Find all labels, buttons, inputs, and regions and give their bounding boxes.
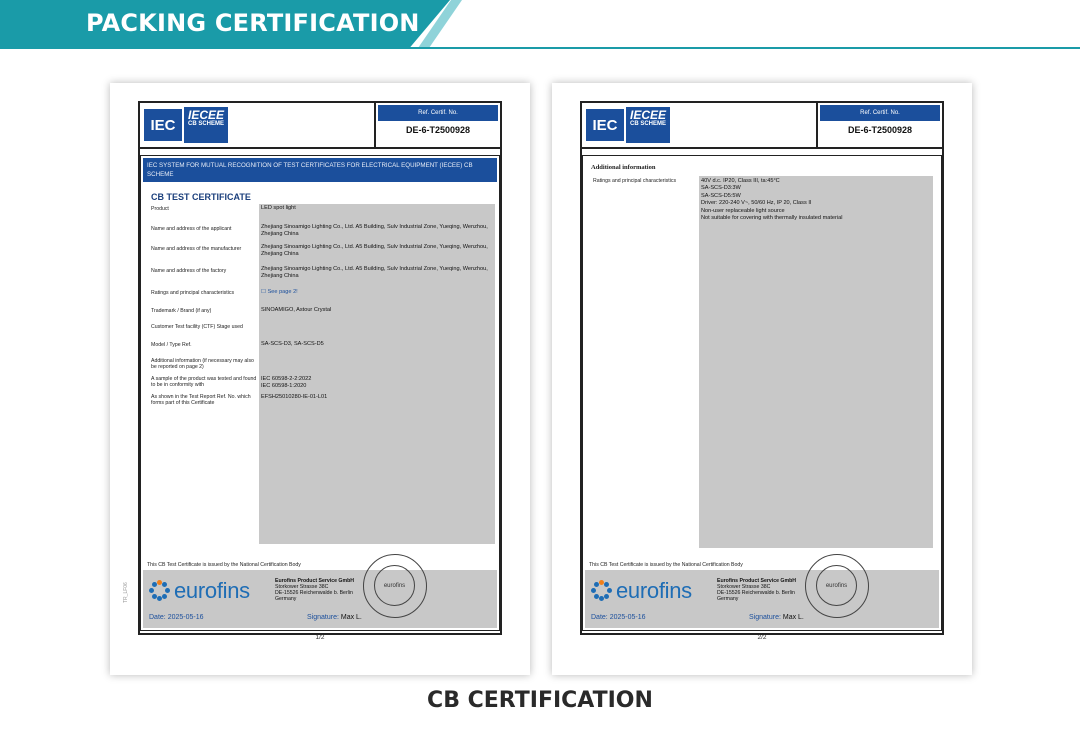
footer-note: This CB Test Certificate is issued by the National Certification Body: [589, 562, 743, 568]
row-label: Trademark / Brand (if any): [151, 308, 212, 314]
row-value: Zhejiang Sinoamigo Lighting Co., Ltd. A5 Building, Sulv Industrial Zone, Yueqing, Wenzhou, Zhejiang China: [261, 224, 488, 237]
issuer-band: [585, 570, 939, 628]
issuer-country: Germany: [275, 596, 297, 602]
page-title: PACKING CERTIFICATION: [86, 9, 420, 37]
cb-scheme-text: CB SCHEME: [187, 121, 224, 127]
eurofins-wordmark: eurofins: [174, 578, 250, 603]
iec-logo: IEC: [144, 109, 182, 141]
issuer-city: DE-15526 Reichenwalde b. Berlin: [717, 590, 795, 596]
footer-note: This CB Test Certificate is issued by the National Certification Body: [147, 562, 301, 568]
issuer-street: Storkower Strasse 38C: [275, 584, 329, 590]
date-label: Date:: [591, 614, 608, 621]
row-value: Zhejiang Sinoamigo Lighting Co., Ltd. A5 Building, Sulv Industrial Zone, Yueqing, Wenzhou, Zhejiang China: [261, 266, 488, 279]
issue-date: [149, 614, 204, 621]
row-label: A sample of the product was tested and found to be in conformity with: [151, 376, 257, 388]
row-label: Additional information (if necessary may also be reported on page 2): [151, 358, 254, 370]
certificate-frame: [138, 101, 502, 635]
cb-scheme-text: CB SCHEME: [629, 121, 666, 127]
additional-line: Non-user replaceable light source: [701, 207, 785, 214]
iec-logo: IEC: [586, 109, 624, 141]
signature: [307, 614, 362, 621]
additional-line: SA-SCS-D5:5W: [701, 192, 741, 199]
iecee-text: IECEE: [187, 108, 224, 122]
certificate-frame: [580, 101, 944, 635]
additional-line: SA-SCS-D3:3W: [701, 185, 741, 192]
system-banner: IEC SYSTEM FOR MUTUAL RECOGNITION OF TEST CERTIFICATES FOR ELECTRICAL EQUIPMENT (IECEE) CB SCHEME: [143, 158, 497, 182]
eurofins-logo: [591, 578, 692, 604]
page-number: 1/2: [315, 634, 325, 641]
header-banner: [0, 0, 1080, 50]
page-number: 2/2: [757, 634, 767, 641]
additional-field: [699, 176, 933, 548]
row-value: SINOAMIGO, Astour Crystal: [261, 307, 332, 313]
issuer-city: DE-15526 Reichenwalde b. Berlin: [275, 590, 353, 596]
issuer-country: Germany: [717, 596, 739, 602]
iecee-logo: [626, 107, 670, 143]
ref-number: DE-6-T2500928: [847, 125, 913, 135]
issuer-band: [143, 570, 497, 628]
issuer-company: Eurofins Product Service GmbH: [717, 578, 796, 584]
eurofins-icon: [591, 580, 613, 602]
eurofins-logo: [149, 578, 250, 604]
ref-label: Ref. Certif. No.: [378, 105, 498, 121]
row-label: Ratings and principal characteristics: [151, 290, 235, 296]
eurofins-wordmark: eurofins: [616, 578, 692, 603]
logo-header: [582, 103, 818, 149]
row-label: Product: [151, 206, 169, 212]
issuer-street: Storkower Strasse 38C: [717, 584, 771, 590]
date-label: Date:: [149, 614, 166, 621]
stamp-text: eurofins: [816, 565, 857, 606]
additional-line: 40V d.c. IP20, Class III, ta:45°C: [701, 178, 780, 184]
ref-label: Ref. Certif. No.: [820, 105, 940, 121]
signature-value: Max L.: [340, 614, 362, 621]
certificate-body: [140, 155, 500, 631]
row-label: Name and address of the applicant: [151, 226, 232, 232]
banner-line: [0, 47, 1080, 49]
issue-date: [591, 614, 646, 621]
additional-label: Ratings and principal characteristics: [593, 178, 677, 184]
logo-header: [140, 103, 376, 149]
ref-number: DE-6-T2500928: [405, 125, 471, 135]
row-label: Customer Test facility (CTF) Stage used: [151, 324, 243, 330]
signature: [749, 614, 804, 621]
side-code: TR_LF06: [123, 582, 129, 603]
additional-line: Not suitable for covering with thermally insulated material: [701, 215, 843, 222]
ref-box: [818, 103, 942, 149]
date-value: 2025-05-16: [609, 614, 646, 621]
row-value: SA-SCS-D3, SA-SCS-D5: [261, 341, 324, 347]
date-value: 2025-05-16: [167, 614, 204, 621]
certificate-page-1: [110, 83, 530, 675]
additional-info-title: Additional information: [591, 164, 656, 171]
eurofins-stamp: [805, 554, 869, 618]
iecee-logo: [184, 107, 228, 143]
certificate-title: CB TEST CERTIFICATE: [151, 192, 251, 202]
certificate-page-2: [552, 83, 972, 675]
iecee-text: IECEE: [629, 108, 666, 122]
signature-label: Signature:: [749, 614, 781, 621]
row-label: Name and address of the manufacturer: [151, 246, 242, 252]
additional-line: Driver: 220-240 V~, 50/60 Hz, IP 20, Class II: [701, 200, 812, 207]
row-label: Name and address of the factory: [151, 268, 227, 274]
stamp-text: eurofins: [374, 565, 415, 606]
eurofins-stamp: [363, 554, 427, 618]
row-value: IEC 60598-2-2:2022 IEC 60598-1:2020: [261, 376, 312, 389]
caption: CB CERTIFICATION: [427, 688, 653, 713]
row-value: ☐ See page 2!: [261, 289, 298, 295]
row-value: EFSH25010280-IE-01-L01: [261, 394, 328, 400]
signature-value: Max L.: [782, 614, 804, 621]
certificate-body: [582, 155, 942, 631]
eurofins-icon: [149, 580, 171, 602]
additional-lines: [701, 178, 929, 222]
row-value: LED spot light: [261, 205, 296, 211]
issuer-company: Eurofins Product Service GmbH: [275, 578, 354, 584]
row-label: Model / Type Ref.: [151, 342, 192, 348]
row-value: Zhejiang Sinoamigo Lighting Co., Ltd. A5 Building, Sulv Industrial Zone, Yueqing, Wenzhou, Zhejiang China: [261, 244, 488, 257]
signature-label: Signature:: [307, 614, 339, 621]
row-label: As shown in the Test Report Ref. No. which forms part of this Certificate: [151, 394, 251, 406]
ref-box: [376, 103, 500, 149]
